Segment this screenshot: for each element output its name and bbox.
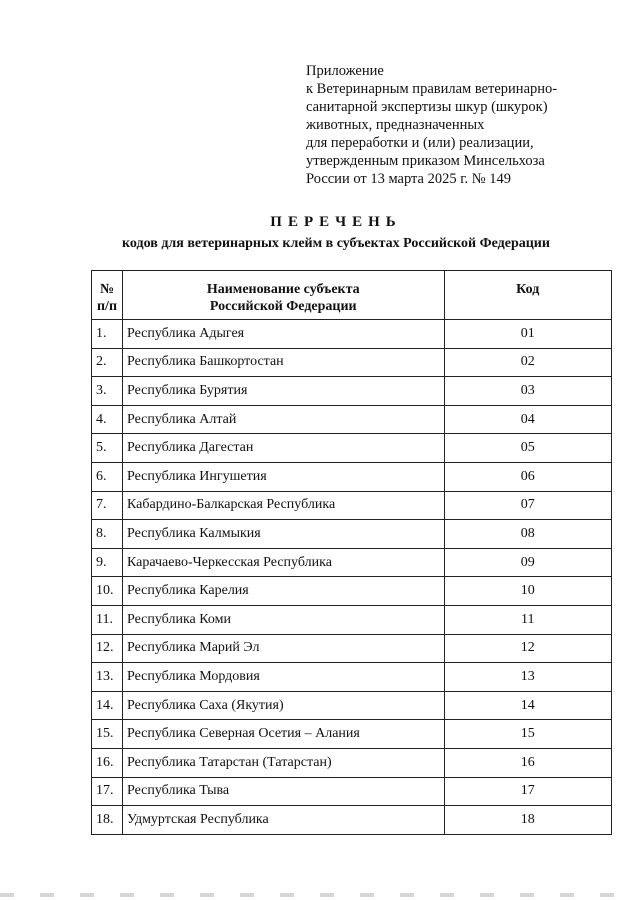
header-name <box>123 271 445 320</box>
row-number: 4. <box>92 405 123 434</box>
row-number: 10. <box>92 577 123 606</box>
table-row <box>92 377 612 406</box>
row-number: 13. <box>92 663 123 692</box>
document-subtitle: кодов для ветеринарных клейм в субъектах Российской Федерации <box>122 236 550 251</box>
row-number: 9. <box>92 548 123 577</box>
table-row <box>92 634 612 663</box>
row-number: 3. <box>92 377 123 406</box>
table-row <box>92 348 612 377</box>
document-title: ПЕРЕЧЕНЬ <box>270 214 402 230</box>
region-name: Республика Ингушетия <box>123 462 445 491</box>
row-number: 2. <box>92 348 123 377</box>
region-name: Республика Дагестан <box>123 434 445 463</box>
scan-edge-artifact <box>0 893 640 897</box>
region-name: Республика Адыгея <box>123 320 445 349</box>
region-name: Республика Мордовия <box>123 663 445 692</box>
region-name: Удмуртская Республика <box>123 806 445 835</box>
header-name-line1: Наименование субъекта <box>206 282 360 297</box>
region-name: Карачаево-Черкесская Республика <box>123 548 445 577</box>
row-number: 12. <box>92 634 123 663</box>
region-code: 07 <box>444 491 612 520</box>
region-code: 11 <box>444 605 612 634</box>
region-code: 03 <box>444 377 612 406</box>
region-code: 15 <box>444 720 612 749</box>
region-name: Республика Калмыкия <box>123 520 445 549</box>
header-number-line1: № <box>99 282 115 297</box>
table-row <box>92 691 612 720</box>
table-row <box>92 663 612 692</box>
region-code: 09 <box>444 548 612 577</box>
region-code: 18 <box>444 806 612 835</box>
row-number: 15. <box>92 720 123 749</box>
region-code: 08 <box>444 520 612 549</box>
region-code: 06 <box>444 462 612 491</box>
region-name: Республика Тыва <box>123 777 445 806</box>
appendix-note <box>306 62 606 188</box>
row-number: 8. <box>92 520 123 549</box>
region-code: 14 <box>444 691 612 720</box>
table-row <box>92 434 612 463</box>
region-code: 02 <box>444 348 612 377</box>
header-number <box>92 271 123 320</box>
region-code: 10 <box>444 577 612 606</box>
header-number-line2: п/п <box>96 299 118 314</box>
row-number: 18. <box>92 806 123 835</box>
table-row <box>92 520 612 549</box>
table-row <box>92 548 612 577</box>
region-name: Республика Коми <box>123 605 445 634</box>
header-code: Код <box>444 271 612 320</box>
table-row <box>92 320 612 349</box>
table-row <box>92 577 612 606</box>
appendix-line: России от 13 марта 2025 г. № 149 <box>306 171 512 187</box>
region-code: 17 <box>444 777 612 806</box>
row-number: 11. <box>92 605 123 634</box>
table-row <box>92 720 612 749</box>
appendix-line: для переработки и (или) реализации, <box>306 135 534 151</box>
appendix-line: к Ветеринарным правилам ветеринарно- <box>306 81 558 97</box>
region-code: 05 <box>444 434 612 463</box>
region-name: Республика Марий Эл <box>123 634 445 663</box>
table-row <box>92 462 612 491</box>
row-number: 5. <box>92 434 123 463</box>
table-row <box>92 806 612 835</box>
table-row <box>92 777 612 806</box>
appendix-line: животных, предназначенных <box>306 117 485 133</box>
region-code: 04 <box>444 405 612 434</box>
row-number: 7. <box>92 491 123 520</box>
row-number: 14. <box>92 691 123 720</box>
appendix-line: утвержденным приказом Минсельхоза <box>306 153 545 169</box>
region-code: 01 <box>444 320 612 349</box>
region-name: Республика Саха (Якутия) <box>123 691 445 720</box>
table-row <box>92 405 612 434</box>
region-name: Республика Татарстан (Татарстан) <box>123 748 445 777</box>
row-number: 6. <box>92 462 123 491</box>
region-name: Республика Бурятия <box>123 377 445 406</box>
table-body <box>92 320 612 835</box>
table-header-row <box>92 271 612 320</box>
table-row <box>92 491 612 520</box>
appendix-line: Приложение <box>306 63 384 79</box>
region-name: Республика Северная Осетия – Алания <box>123 720 445 749</box>
region-name: Кабардино-Балкарская Республика <box>123 491 445 520</box>
table-row <box>92 748 612 777</box>
row-number: 16. <box>92 748 123 777</box>
region-code: 13 <box>444 663 612 692</box>
region-name: Республика Алтай <box>123 405 445 434</box>
region-name: Республика Башкортостан <box>123 348 445 377</box>
region-code: 16 <box>444 748 612 777</box>
region-name: Республика Карелия <box>123 577 445 606</box>
header-name-line2: Российской Федерации <box>209 299 357 314</box>
appendix-line: санитарной экспертизы шкур (шкурок) <box>306 99 548 115</box>
row-number: 17. <box>92 777 123 806</box>
table-row <box>92 605 612 634</box>
row-number: 1. <box>92 320 123 349</box>
region-code: 12 <box>444 634 612 663</box>
region-codes-table <box>91 270 612 835</box>
